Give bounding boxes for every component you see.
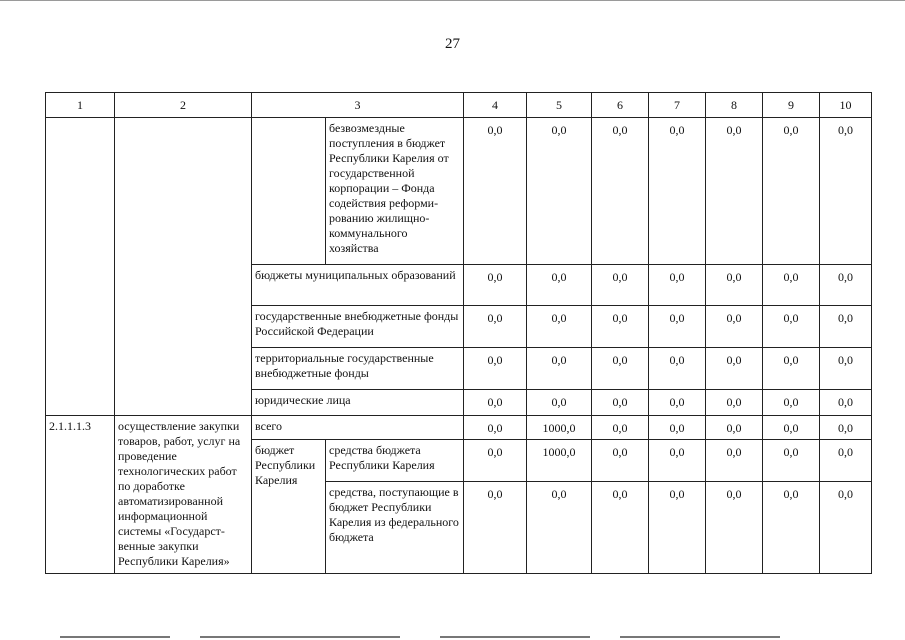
value-cell: 0,0 <box>464 265 527 306</box>
item-code: 2.1.1.1.3 <box>46 416 115 574</box>
divider <box>620 636 780 638</box>
value-cell: 0,0 <box>527 348 592 390</box>
budget-group-label: бюджет Республики Карелия <box>252 440 326 574</box>
header-cell: 9 <box>763 93 820 118</box>
value-cell: 0,0 <box>527 390 592 416</box>
value-cell: 0,0 <box>592 416 649 440</box>
source-label: средства бюджета Республики Карелия <box>326 440 464 482</box>
value-cell: 0,0 <box>820 390 872 416</box>
value-cell: 0,0 <box>820 482 872 574</box>
value-cell: 0,0 <box>464 440 527 482</box>
value-cell: 0,0 <box>649 306 706 348</box>
source-label: средства, поступающие в бюджет Республики Карелия из федерального бюджета <box>326 482 464 574</box>
header-cell: 6 <box>592 93 649 118</box>
value-cell: 0,0 <box>649 482 706 574</box>
value-cell: 0,0 <box>527 306 592 348</box>
source-label: всего <box>252 416 464 440</box>
value-cell: 0,0 <box>763 118 820 265</box>
value-cell: 0,0 <box>706 306 763 348</box>
item-name: осуществление закупки товаров, работ, услуг на проведение технологических работ по доработке автоматизированной информационной системы «Государст-венные закупки Республики Карелия» <box>115 416 252 574</box>
value-cell: 0,0 <box>820 440 872 482</box>
source-label: юридические лица <box>252 390 464 416</box>
header-cell: 3 <box>252 93 464 118</box>
value-cell: 0,0 <box>592 118 649 265</box>
value-cell: 0,0 <box>649 390 706 416</box>
value-cell: 0,0 <box>464 482 527 574</box>
source-label: территориальные государственные внебюджетные фонды <box>252 348 464 390</box>
top-rule <box>0 0 905 1</box>
value-cell: 0,0 <box>649 265 706 306</box>
value-cell: 0,0 <box>706 416 763 440</box>
value-cell: 0,0 <box>706 482 763 574</box>
table-row <box>46 118 872 265</box>
value-cell: 0,0 <box>592 306 649 348</box>
value-cell: 0,0 <box>706 265 763 306</box>
value-cell: 1000,0 <box>527 416 592 440</box>
value-cell: 0,0 <box>763 265 820 306</box>
value-cell: 0,0 <box>763 348 820 390</box>
value-cell: 0,0 <box>464 416 527 440</box>
divider <box>200 636 400 638</box>
source-group-cell-empty <box>252 118 326 265</box>
value-cell: 0,0 <box>820 416 872 440</box>
value-cell: 0,0 <box>527 265 592 306</box>
value-cell: 0,0 <box>649 416 706 440</box>
value-cell: 0,0 <box>706 440 763 482</box>
value-cell: 0,0 <box>763 416 820 440</box>
value-cell: 0,0 <box>649 440 706 482</box>
header-cell: 5 <box>527 93 592 118</box>
header-cell: 1 <box>46 93 115 118</box>
header-cell: 10 <box>820 93 872 118</box>
value-cell: 0,0 <box>649 348 706 390</box>
header-cell: 4 <box>464 93 527 118</box>
value-cell: 0,0 <box>592 348 649 390</box>
value-cell: 0,0 <box>706 390 763 416</box>
value-cell: 0,0 <box>592 390 649 416</box>
source-label: безвозмездные поступления в бюджет Республики Карелия от государственной корпорации – Фонда содействия реформи-рованию жилищно-коммунального хозяйства <box>326 118 464 265</box>
budget-table <box>45 92 872 574</box>
value-cell: 0,0 <box>763 482 820 574</box>
divider <box>440 636 590 638</box>
value-cell: 0,0 <box>649 118 706 265</box>
source-label: государственные внебюджетные фонды Российской Федерации <box>252 306 464 348</box>
value-cell: 0,0 <box>592 265 649 306</box>
value-cell: 0,0 <box>763 306 820 348</box>
value-cell: 0,0 <box>527 482 592 574</box>
page-number: 27 <box>445 36 460 52</box>
source-label: бюджеты муниципальных образований <box>252 265 464 306</box>
value-cell: 0,0 <box>464 348 527 390</box>
header-cell: 7 <box>649 93 706 118</box>
value-cell: 1000,0 <box>527 440 592 482</box>
code-cell-empty <box>46 118 115 416</box>
value-cell: 0,0 <box>820 118 872 265</box>
value-cell: 0,0 <box>592 482 649 574</box>
value-cell: 0,0 <box>464 390 527 416</box>
table-row <box>46 416 872 440</box>
value-cell: 0,0 <box>592 440 649 482</box>
name-cell-empty <box>115 118 252 416</box>
value-cell: 0,0 <box>464 118 527 265</box>
value-cell: 0,0 <box>706 118 763 265</box>
header-cell: 2 <box>115 93 252 118</box>
value-cell: 0,0 <box>820 265 872 306</box>
header-cell: 8 <box>706 93 763 118</box>
value-cell: 0,0 <box>706 348 763 390</box>
value-cell: 0,0 <box>763 440 820 482</box>
value-cell: 0,0 <box>763 390 820 416</box>
header-row <box>46 93 872 118</box>
value-cell: 0,0 <box>464 306 527 348</box>
divider <box>60 636 170 638</box>
value-cell: 0,0 <box>820 348 872 390</box>
value-cell: 0,0 <box>527 118 592 265</box>
value-cell: 0,0 <box>820 306 872 348</box>
